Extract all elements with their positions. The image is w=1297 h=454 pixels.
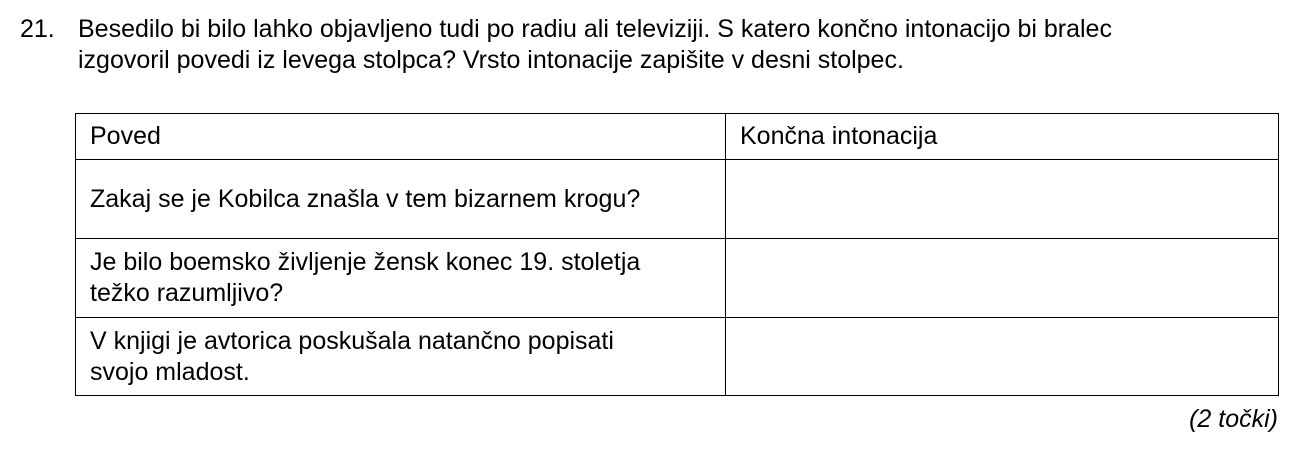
- intonation-answer-cell[interactable]: [726, 318, 1279, 396]
- intonation-answer-cell[interactable]: [726, 239, 1279, 318]
- intonation-answer-cell[interactable]: [726, 160, 1279, 239]
- sentence-line: Je bilo boemsko življenje žensk konec 19. stoletja: [90, 248, 641, 276]
- sentence-cell: [76, 318, 726, 396]
- sentence-line: Zakaj se je Kobilca znašla v tem bizarnem krogu?: [90, 184, 641, 213]
- sentence-cell: [76, 239, 726, 318]
- table-row: [76, 318, 1279, 396]
- sentence-cell: [76, 160, 726, 239]
- sentence-line: težko razumljivo?: [90, 279, 284, 307]
- table-header-row: [76, 114, 1279, 160]
- table-row: [76, 239, 1279, 318]
- sentence-line: svojo mladost.: [90, 357, 250, 386]
- sentence-line: V knjigi je avtorica poskušala natančno popisati: [90, 326, 614, 355]
- question-text-line: Besedilo bi bilo lahko objavljeno tudi po radiu ali televiziji. S katero končno intonacijo bi bralec: [78, 15, 1112, 43]
- header-intonation: Končna intonacija: [726, 114, 1279, 160]
- table-row: [76, 160, 1279, 239]
- question-text-line: izgovoril povedi iz levega stolpca? Vrsto intonacije zapišite v desni stolpec.: [78, 46, 904, 74]
- answer-table: [75, 113, 1279, 396]
- question-number: 21.: [20, 15, 55, 43]
- points-label: (2 točki): [1189, 405, 1278, 433]
- question-text: [78, 14, 1278, 76]
- header-sentence: Poved: [76, 114, 726, 160]
